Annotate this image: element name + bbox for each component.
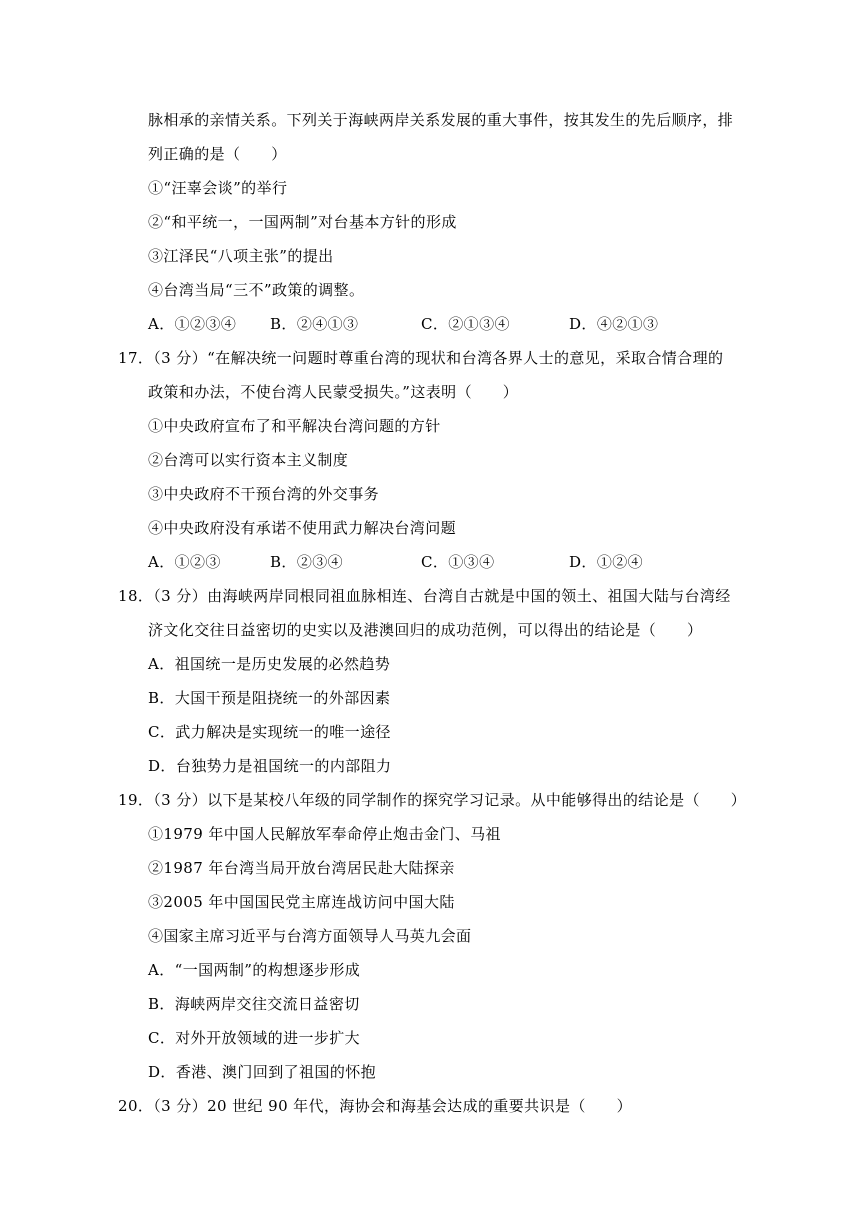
q17-stem-line: 政策和办法，不使台湾人民蒙受损失。”这表明（ ）: [148, 383, 519, 401]
q16-option-c: C．②①③④: [421, 315, 510, 333]
q18-stem-line: 济文化交往日益密切的史实以及港澳回归的成功范例，可以得出的结论是（ ）: [148, 621, 703, 639]
q19-option-c: C．对外开放领域的进一步扩大: [148, 1029, 361, 1047]
q19-item-3: ③2005 年中国国民党主席连战访问中国大陆: [148, 893, 455, 911]
q19-stem-line: 19．（3 分）以下是某校八年级的同学制作的探究学习记录。从中能够得出的结论是（ ）: [118, 791, 747, 809]
q18-option-d: D．台独势力是祖国统一的内部阻力: [148, 757, 392, 775]
q17-stem-line: 17．（3 分）“在解决统一问题时尊重台湾的现状和台湾各界人士的意见，采取合情合理的: [118, 349, 724, 367]
q16-stem-line: 列正确的是（ ）: [148, 145, 287, 163]
q17-options: [148, 545, 643, 579]
q18-stem-line: 18．（3 分）由海峡两岸同根同祖血脉相连、台湾自古就是中国的领土、祖国大陆与台湾经: [118, 587, 731, 605]
q19-item-4: ④国家主席习近平与台湾方面领导人马英九会面: [148, 927, 472, 945]
q17-item-1: ①中央政府宣布了和平解决台湾问题的方针: [148, 417, 441, 435]
q17-item-3: ③中央政府不干预台湾的外交事务: [148, 485, 380, 503]
q16-option-b: B．②④①③: [270, 315, 359, 333]
q16-options: [148, 307, 658, 341]
q17-option-b: B．②③④: [270, 553, 344, 571]
q16-option-d: D．④②①③: [569, 315, 659, 333]
q17-item-2: ②台湾可以实行资本主义制度: [148, 451, 349, 469]
q18-option-a: A．祖国统一是历史发展的必然趋势: [148, 655, 391, 673]
q19-item-2: ②1987 年台湾当局开放台湾居民赴大陆探亲: [148, 859, 455, 877]
q18-option-c: C．武力解决是实现统一的唯一途径: [148, 723, 391, 741]
q16-item-3: ③江泽民“八项主张”的提出: [148, 247, 334, 265]
q17-option-c: C．①③④: [421, 553, 495, 571]
q16-stem-line: 脉相承的亲情关系。下列关于海峡两岸关系发展的重大事件，按其发生的先后顺序，排: [148, 111, 734, 129]
q20-stem-line: 20．（3 分）20 世纪 90 年代，海协会和海基会达成的重要共识是（ ）: [118, 1097, 632, 1115]
q17-item-4: ④中央政府没有承诺不使用武力解决台湾问题: [148, 519, 457, 537]
q16-option-a: A．①②③④: [148, 315, 237, 333]
q16-item-4: ④台湾当局“三不”政策的调整。: [148, 281, 365, 299]
q17-option-a: A．①②③: [148, 553, 221, 571]
q19-option-d: D．香港、澳门回到了祖国的怀抱: [148, 1063, 377, 1081]
q16-item-1: ①“汪辜会谈”的举行: [148, 179, 288, 197]
q19-option-a: A．“一国两制”的构想逐步形成: [148, 961, 361, 979]
q19-item-1: ①1979 年中国人民解放军奉命停止炮击金门、马祖: [148, 825, 501, 843]
q18-option-b: B．大国干预是阻挠统一的外部因素: [148, 689, 391, 707]
q19-option-b: B．海峡两岸交往交流日益密切: [148, 995, 360, 1013]
q17-option-d: D．①②④: [569, 553, 644, 571]
q16-item-2: ②“和平统一，一国两制”对台基本方针的形成: [148, 213, 457, 231]
